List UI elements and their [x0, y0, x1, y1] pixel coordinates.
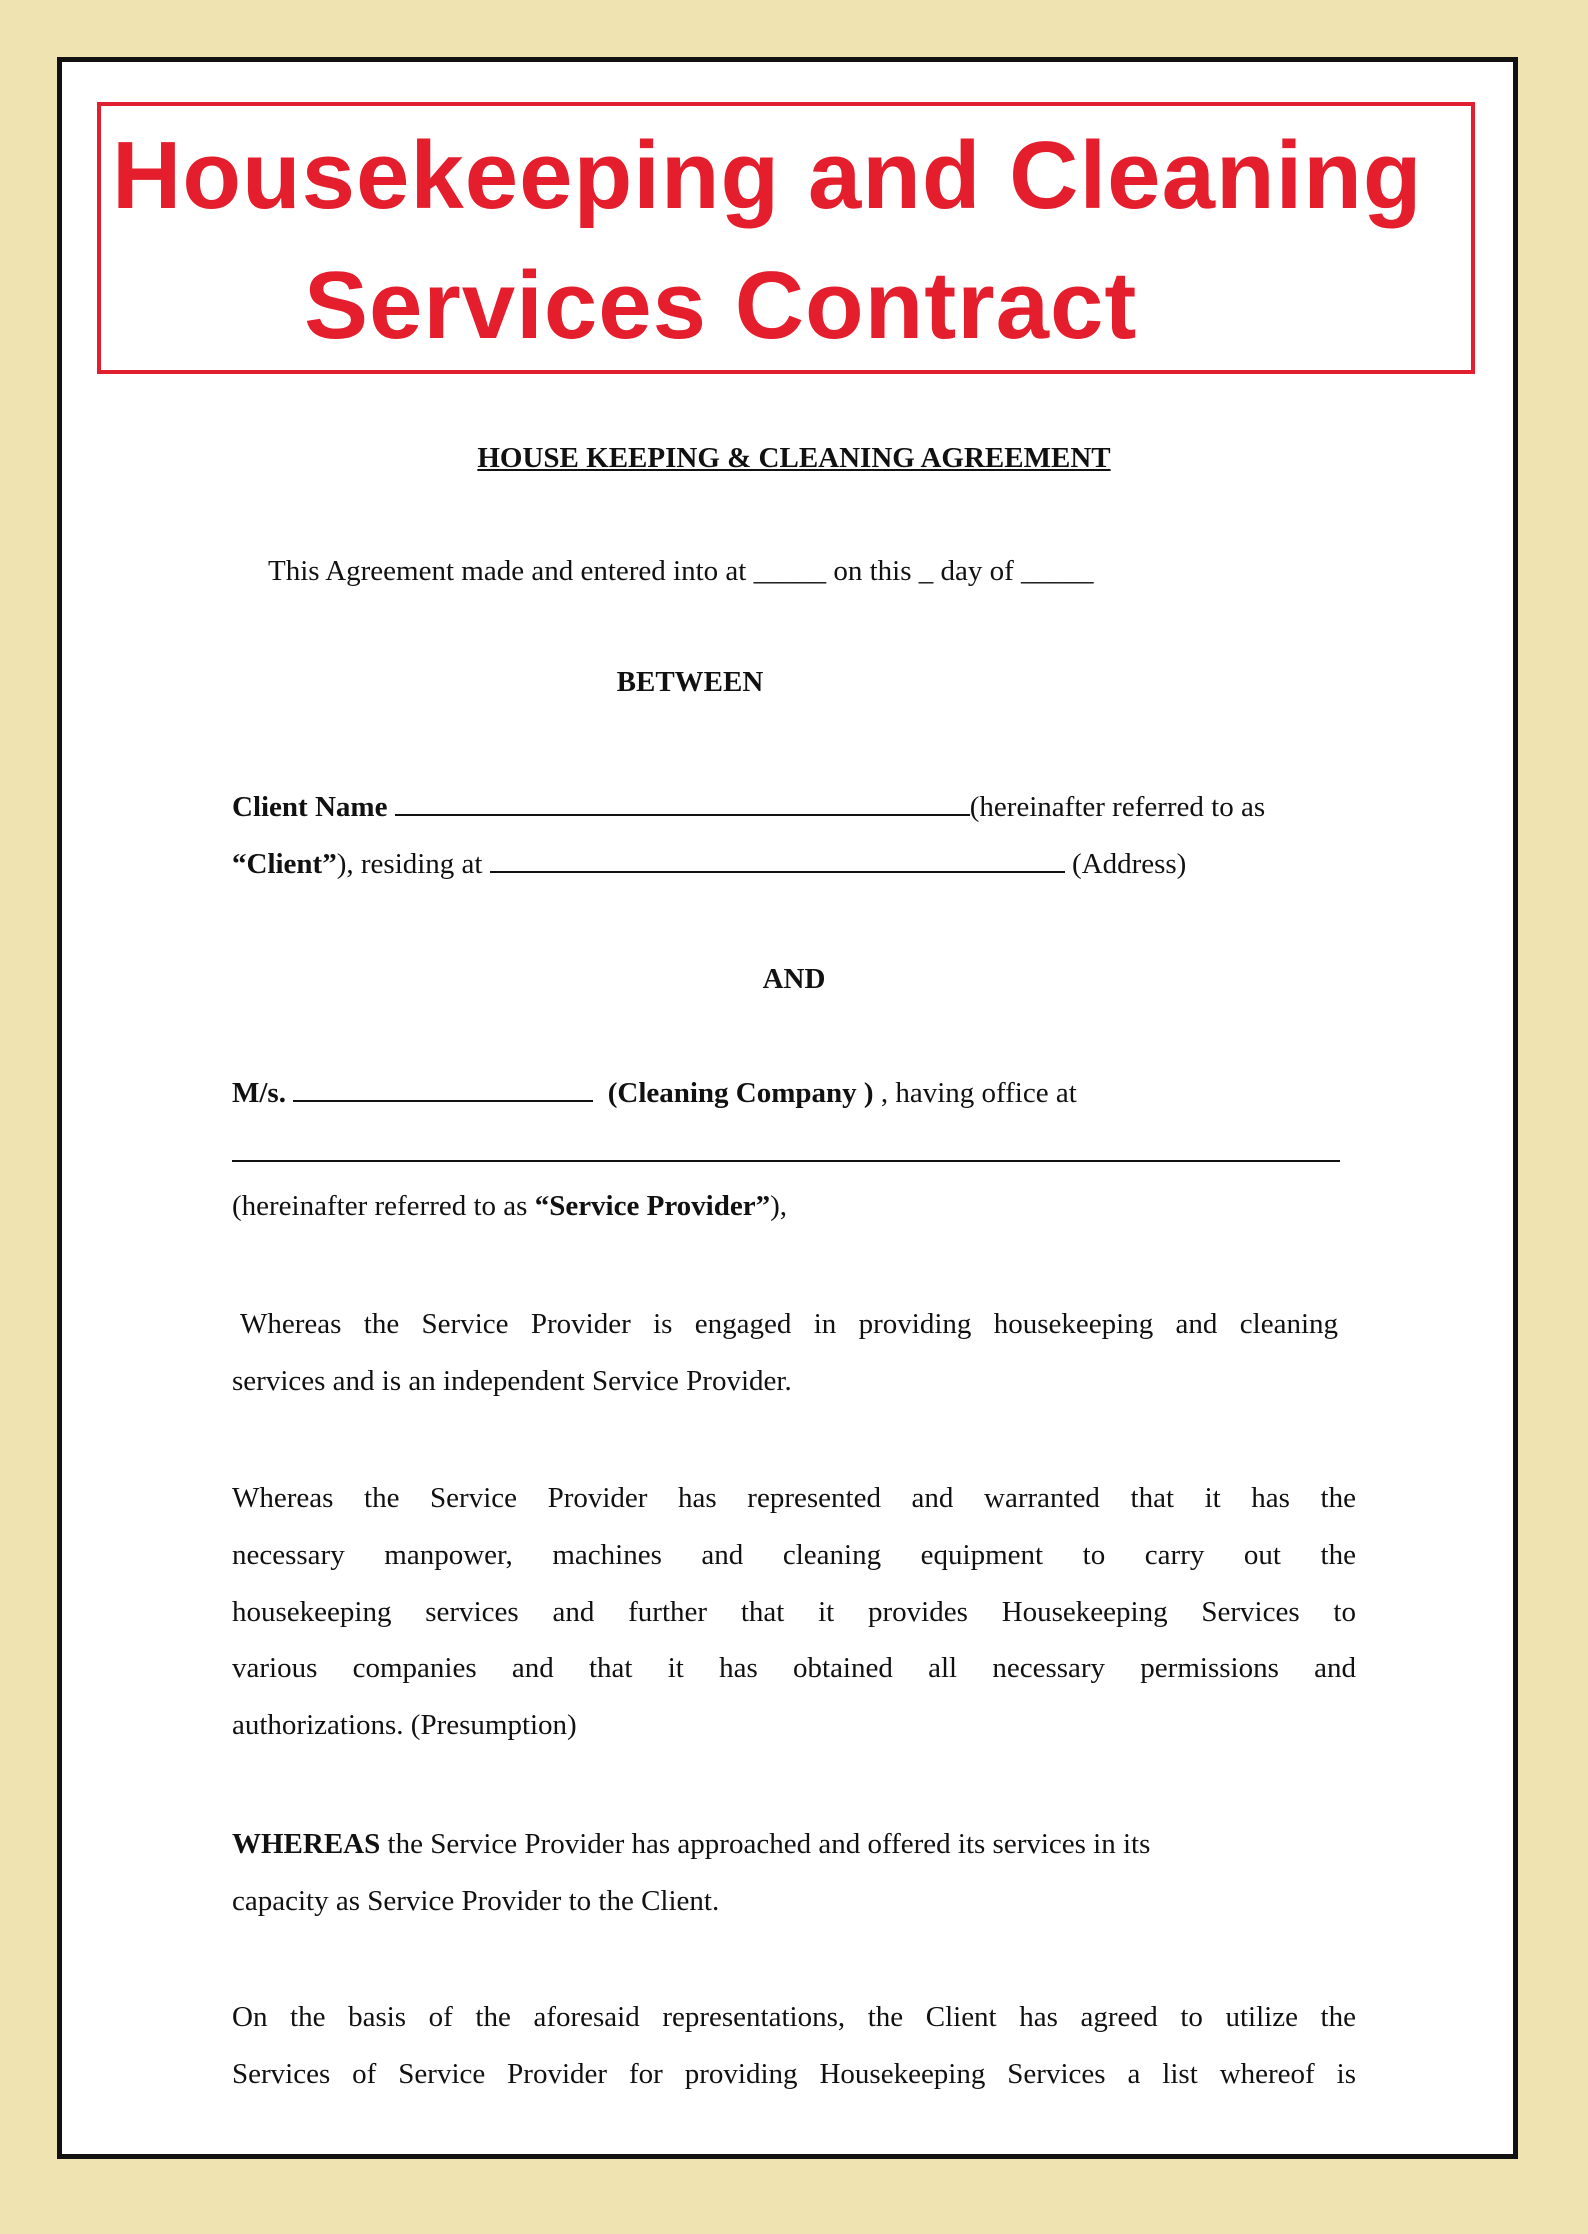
client-name-label: Client Name [232, 791, 388, 823]
para2-line: Whereas the Service Provider has represented and warranted that it has the [232, 1482, 1356, 1514]
residing-text: ), residing at [336, 848, 483, 880]
para2-line: housekeeping services and further that it provides Housekeeping Services to [232, 1596, 1356, 1628]
client-residing-line [232, 846, 1186, 882]
para2-line: various companies and that it has obtained all necessary permissions and [232, 1652, 1356, 1684]
client-quote: “Client” [232, 848, 337, 880]
office-text: , having office at [880, 1077, 1077, 1109]
provider-line [232, 1075, 1077, 1111]
client-name-line [232, 789, 1356, 825]
client-referred-text: (hereinafter referred to as [969, 791, 1266, 823]
para2-line: authorizations. (Presumption) [232, 1709, 577, 1741]
para1-line: Whereas the Service Provider is engaged in providing housekeeping and cleaning [240, 1308, 1338, 1340]
and-label: AND [762, 963, 826, 995]
para3-line [232, 1826, 1150, 1862]
client-name-blank [395, 790, 970, 816]
ms-label: M/s. [232, 1077, 286, 1109]
agreement-heading: HOUSE KEEPING & CLEANING AGREEMENT [477, 442, 1111, 474]
intro-line: This Agreement made and entered into at _____ on this _ day of _____ [268, 555, 1094, 587]
service-provider-quote: “Service Provider” [534, 1190, 771, 1222]
referred-text: (hereinafter referred to as [232, 1190, 535, 1222]
para3-line: capacity as Service Provider to the Client. [232, 1885, 720, 1917]
title-line-1: Housekeeping and Cleaning [112, 122, 1423, 229]
between-label: BETWEEN [616, 666, 764, 698]
referred-end: ), [770, 1190, 788, 1222]
para4-line: On the basis of the aforesaid representations, the Client has agreed to utilize the [232, 2001, 1356, 2033]
para3-text: the Service Provider has approached and offered its services in its [380, 1828, 1151, 1860]
office-address-blank [232, 1160, 1340, 1162]
title-line-2: Services Contract [304, 252, 1138, 359]
para4-line: Services of Service Provider for providing Housekeeping Services a list whereof is [232, 2058, 1356, 2090]
provider-referred-line [232, 1188, 787, 1224]
para2-line: necessary manpower, machines and cleaning equipment to carry out the [232, 1539, 1356, 1571]
address-label: (Address) [1071, 848, 1187, 880]
whereas-bold: WHEREAS [232, 1828, 381, 1860]
company-name-blank [293, 1076, 593, 1102]
para1-line: services and is an independent Service Provider. [232, 1365, 792, 1397]
company-label: (Cleaning Company ) [607, 1077, 874, 1109]
address-blank [490, 847, 1065, 873]
